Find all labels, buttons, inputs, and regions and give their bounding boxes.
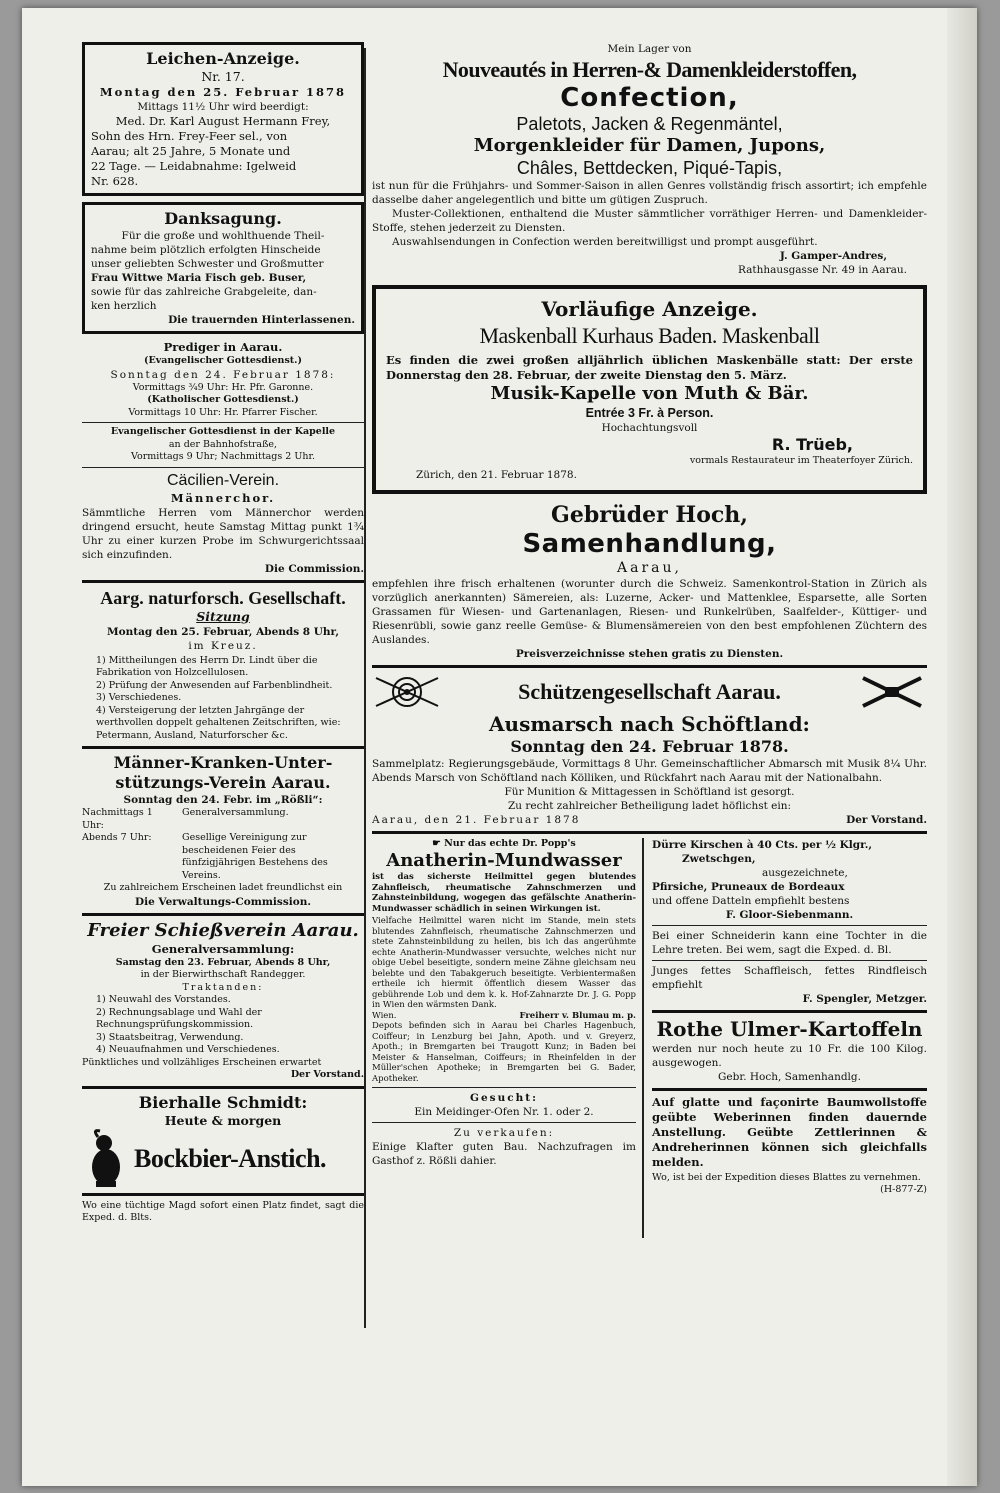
nouv-text-3: Auswahlsendungen in Confection werden bereitwilligst und prompt ausgeführt.	[392, 236, 818, 248]
nouv-title: Nouveautés in Herren-& Damenkleiderstoffen,	[442, 57, 857, 82]
nouv-line-3: Châles, Bettdecken, Piqué-Tapis,	[516, 158, 783, 178]
nouv-text-1: ist nun für die Frühjahrs- und Sommer-Saison in allen Genres vollständig frisch assortirt; ich empfehle dasselbe daher angelegentlich und bitte um gütigen Zuspruch.	[372, 180, 927, 206]
caecilien-sign: Die Commission.	[264, 562, 364, 575]
popp-sign-row	[372, 1011, 636, 1022]
weber-ad	[652, 1095, 927, 1197]
popp-wien: Wien.	[372, 1010, 397, 1021]
masken-greet: Hochachtungsvoll	[601, 422, 698, 434]
gesucht-text: Ein Meidinger-Ofen Nr. 1. oder 2.	[414, 1106, 594, 1118]
preacher-title: Prediger in Aarau.	[163, 340, 283, 354]
nouv-confection: Confection,	[560, 83, 739, 113]
thanks-sign: Die trauernden Hinterlassenen.	[168, 314, 355, 326]
gloor-line-4: Pfirsiche, Pruneaux de Bordeaux	[652, 880, 845, 893]
schuetzen-sub: Ausmarsch nach Schöftland:	[489, 711, 810, 736]
hoch-text: empfehlen ihre frisch erhaltenen (worunter durch die Schweiz. Samenkontrol-Station in Zürich als vorzüglich anerkannten) Sämereien, als: Luzerne, Acker- und Mattenklee, Esparsette, alle Sorten Grassamen für Wiesen- und Gartenanlagen, Riesen- und Runkelrüben, Saalfelder-, Küttiger- und Riesenrübli, sowie ganz reelle Gemüse- & Blumensämereien von den best empfohlenen Züchtern des Auslandes.	[372, 577, 927, 646]
schiess-item-3: 3) Staatsbeitrag, Verwendung.	[96, 1031, 244, 1043]
gloor-line-1: Dürre Kirschen à 40 Cts. per ½ Klgr.,	[652, 838, 873, 851]
kranken-row-1	[82, 807, 364, 832]
ulmer-text: werden nur noch heute zu 10 Fr. die 100 Kilog. ausgewogen.	[652, 1042, 927, 1069]
target-icon	[372, 672, 442, 712]
kranken-event-1: Generalversammlung.	[182, 807, 289, 818]
schiess-sign: Der Vorstand.	[290, 1069, 364, 1080]
ulmer-ad	[652, 1017, 927, 1084]
divider	[82, 746, 364, 749]
masken-entry: Entrée 3 Fr. à Person.	[585, 406, 714, 420]
divider	[372, 831, 927, 834]
hoch-big: Samenhandlung,	[522, 528, 777, 559]
schneider-ad: Bei einer Schneiderin kann eine Tochter in die Lehre treten. Bei wem, sagt die Exped. d. Bl.	[652, 929, 927, 956]
bottom-left	[372, 838, 644, 1238]
naturforsch-title: Aarg. naturforsch. Gesellschaft.	[100, 587, 346, 608]
kranken-date: Sonntag den 24. Febr. im „Rößli“:	[123, 794, 323, 806]
thanks-line-3: unser geliebten Schwester und Großmutter	[91, 258, 324, 270]
divider	[372, 665, 927, 668]
death-date: Montag den 25. Februar 1878	[99, 85, 347, 99]
schiess-item-4: 4) Neuaufnahmen und Verschiedenes.	[96, 1044, 280, 1055]
schuetzen-text-1: Sammelplatz: Regierungsgebäude, Vormittags 8 Uhr. Gemeinschaftlicher Abmarsch mit Musik 8¼ Uhr. Abends Marsch von Schöftland nach Kölliken, und Rückfahrt nach Aarau mit der Nationalbahn.	[372, 757, 927, 784]
thanks-line-1: Für die große und wohlthuende Theil-	[121, 230, 325, 242]
verkauf-text: Einige Klafter guten Bau. Nachzufragen im Gasthof z. Rößli dahier.	[372, 1141, 636, 1167]
preacher-line-1: Vormittags ¾9 Uhr: Hr. Pfr. Garonne.	[132, 381, 314, 393]
popp-pre-text: Nur das echte Dr. Popp's	[444, 837, 576, 849]
death-number: Nr. 17.	[201, 69, 245, 84]
hoch-city: Aarau,	[617, 559, 682, 576]
schuetzen-place: Aarau, den 21. Februar 1878	[372, 813, 581, 826]
schiess-place: in der Bierwirthschaft Randegger.	[140, 969, 306, 980]
popp-title: Anatherin-Mundwasser	[386, 850, 622, 871]
nouv-line-1: Paletots, Jacken & Regenmäntel,	[516, 114, 783, 134]
magd-notice: Wo eine tüchtige Magd sofort einen Platz findet, sagt die Exped. d. Blts.	[82, 1199, 364, 1223]
death-line-2: Sohn des Hrn. Frey-Feer sel., von	[91, 129, 288, 143]
naturforsch-item-2: 2) Prüfung der Anwesenden auf Farbenblindheit.	[96, 679, 333, 691]
popp-text: Vielfache Heilmittel waren nicht im Stande, mein stets blutendes Zahnfleisch, rheumatische Zahnschmerzen und stete Zahnsteinbildung zu heilen, bis ich das angerühmte echte Anatherin-Mundwasser versuchte, welches nicht nur obige Uebel beseitigte, sondern meine Zähne gleichsam neu belebte und den Tabakgeruch beseitigte. Verbientermaßen ertheile ich hiermit öffentlich diesem Wasser das gebührende Lob und dem k. k. Hof-Zahnarzte Dr. J. G. Popp in Wien den wärmsten Dank.	[372, 916, 636, 1010]
schuetzen-text-3: Zu recht zahlreicher Betheiligung ladet höflichst ein:	[507, 799, 792, 812]
schiess-item-1: 1) Neuwahl des Vorstandes.	[96, 994, 231, 1005]
divider	[652, 1088, 927, 1091]
gloor-ad	[652, 838, 927, 922]
thanks-line-5: sowie für das zahlreiche Grabgeleite, dan-	[91, 286, 317, 298]
bier-row	[82, 1129, 364, 1189]
divider	[82, 1193, 364, 1196]
schuetzen-sign: Der Vorstand.	[846, 813, 927, 826]
naturforsch-place: im Kreuz.	[188, 639, 258, 652]
gloor-line-3: ausgezeichnete,	[762, 866, 848, 879]
bottom-split	[372, 838, 927, 1238]
divider	[82, 467, 364, 468]
kranken-title-2: stützungs-Verein Aarau.	[115, 773, 331, 792]
naturforsch-item-3: 3) Verschiedenes.	[96, 692, 182, 703]
ulmer-title: Rothe Ulmer-Kartoffeln	[656, 1016, 923, 1041]
death-notice	[82, 42, 364, 196]
thanks-line-4: Frau Wittwe Maria Fisch geb. Buser,	[91, 272, 307, 284]
death-title: Leichen-Anzeige.	[146, 49, 300, 68]
divider	[82, 1086, 364, 1089]
schiess-date: Samstag den 23. Februar, Abends 8 Uhr,	[115, 956, 331, 968]
thanks-line-2: nahme beim plötzlich erfolgten Hinscheide	[91, 244, 321, 256]
masken-headline: Maskenball Kurhaus Baden. Maskenball	[479, 323, 820, 348]
kranken-row-2	[82, 832, 364, 882]
hoch-title: Gebrüder Hoch,	[551, 501, 748, 528]
left-column	[82, 42, 364, 1342]
gloor-line-5: und offene Datteln empfiehlt bestens	[652, 894, 850, 907]
popp-pre	[372, 838, 636, 851]
popp-bold: ist das sicherste Heilmittel gegen blutendes Zahnfleisch, rheumatische Zahnschmerzen und Zahnsteinbildung, wogegen das gefälschte Anatherin-Mundwasser schädlich in seinen Wirkungen ist.	[372, 872, 636, 914]
spengler-text: Junges fettes Schaffleisch, fettes Rindfleisch empfiehlt	[652, 964, 927, 991]
bier-sub: Heute & morgen	[164, 1112, 282, 1128]
thanks-line-6: ken herzlich	[91, 300, 157, 312]
kranken-title-1: Männer-Kranken-Unter-	[113, 753, 333, 772]
bier-title: Bierhalle Schmidt:	[138, 1092, 308, 1112]
naturforsch-sub: Sitzung	[196, 608, 250, 624]
masken-title: Vorläufige Anzeige.	[541, 297, 758, 321]
schuetzen-text-2: Für Munition & Mittagessen in Schöftland ist gesorgt.	[504, 785, 795, 798]
caecilien-title: Cäcilien-Verein.	[166, 471, 280, 489]
gloor-line-2: Zwetschgen,	[682, 852, 756, 865]
masken-sign: R. Trüeb,	[771, 435, 853, 454]
death-line-5: Nr. 628.	[91, 174, 139, 188]
divider	[82, 913, 364, 916]
spengler-ad	[652, 964, 927, 1006]
popp-depots: Depots befinden sich in Aarau bei Charles Hagenbuch, Coiffeur; in Lenzburg bei Jahn, Apoth. und v. Greyerz, Apoth.; in Bremgarten bei Traugott Kunz; in Baden bei Meister & Hanselman, Coiffeurs; in Rheinfelden in der Müller'schen Apotheke; in Bremgarten bei G. Bader, Apotheker.	[372, 1021, 636, 1084]
maskenball-ad	[372, 285, 927, 494]
schuetzen-ad	[372, 672, 927, 827]
bier-notice	[82, 1093, 364, 1189]
nouv-text-2: Muster-Collektionen, enthaltend die Muster sämmtlicher vorräthiger Herren- und Damenkleider-Stoffe, stehen jederzeit zu Diensten.	[372, 208, 927, 234]
kranken-time-2: Abends 7 Uhr:	[82, 832, 152, 843]
kranken-notice	[82, 753, 364, 909]
nouv-line-2: Morgenkleider für Damen, Jupons,	[473, 135, 826, 156]
nouveautes-ad	[372, 42, 927, 277]
thanks-title: Danksagung.	[164, 209, 282, 228]
divider	[82, 580, 364, 583]
column-divider	[364, 48, 366, 1328]
crossed-rifles-icon	[857, 672, 927, 712]
naturforsch-notice	[82, 587, 364, 743]
bottom-right	[652, 838, 927, 1238]
bier-big: Bockbier-Anstich.	[134, 1143, 327, 1173]
divider	[82, 422, 364, 423]
chapel-line-2: an der Bahnhofstraße,	[168, 438, 278, 450]
kranken-time-1: Nachmittags 1 Uhr:	[82, 807, 153, 831]
schiess-tr: Traktanden:	[182, 981, 264, 993]
schiess-item-2: 2) Rechnungsablage und Wahl der Rechnungsprüfungskommission.	[96, 1006, 262, 1030]
naturforsch-date: Montag den 25. Februar, Abends 8 Uhr,	[107, 625, 339, 638]
schuetzen-date: Sonntag den 24. Februar 1878.	[510, 736, 789, 756]
divider	[652, 1010, 927, 1013]
nouv-sign: J. Gamper-Andres,	[779, 250, 887, 262]
masken-place: Zürich, den 21. Februar 1878.	[416, 468, 577, 481]
schuetzen-title: Schützengesellschaft Aarau.	[518, 679, 781, 704]
weber-small: Wo, ist bei der Expedition dieses Blattes zu vernehmen.	[652, 1171, 921, 1183]
verkauf-title: Zu verkaufen:	[453, 1127, 555, 1139]
divider	[372, 1087, 636, 1088]
weber-code: (H-877-Z)	[880, 1184, 927, 1195]
chapel-line-3: Vormittags 9 Uhr; Nachmittags 2 Uhr.	[131, 451, 315, 462]
nouv-addr: Rathhausgasse Nr. 49 in Aarau.	[738, 264, 907, 276]
caecilien-notice	[82, 471, 364, 576]
ulmer-sign: Gebr. Hoch, Samenhandlg.	[718, 1070, 861, 1083]
preacher-date: Sonntag den 24. Februar 1878:	[110, 368, 336, 381]
schiess-sub: Generalversammlung:	[151, 941, 295, 956]
kranken-sign: Die Verwaltungs-Commission.	[134, 895, 312, 908]
masken-text: Es finden die zwei großen alljährlich üblichen Maskenbälle statt: Der erste Donnerstag den 28. Februar, der zweite Dienstag den 5. März.	[386, 353, 913, 382]
preacher-sub-2: (Katholischer Gottesdienst.)	[147, 394, 299, 405]
naturforsch-item-4: 4) Versteigerung der letzten Jahrgänge der werthvollen doppelt gehaltenen Zeitschriften, wie: Petermann, Ausland, Naturforscher &c.	[96, 704, 341, 741]
thanks-notice	[82, 202, 364, 334]
popp-freiherr: Freiherr v. Blumau m. p.	[519, 1010, 636, 1021]
schiess-title: Freier Schießverein Aarau.	[87, 919, 359, 941]
goat-icon	[82, 1129, 130, 1189]
kranken-event-2: Gesellige Vereinigung zur bescheidenen Feier des fünfzigjährigen Bestehens des Vereins.	[182, 832, 328, 881]
schuetzen-header	[372, 672, 927, 712]
hoch-price: Preisverzeichnisse stehen gratis zu Diensten.	[515, 647, 784, 660]
right-column	[372, 42, 927, 1342]
page-edge	[947, 8, 977, 1486]
death-line-3: Aarau; alt 25 Jahre, 5 Monate und	[91, 144, 291, 158]
masken-former: vormals Restaurateur im Theaterfoyer Zürich.	[689, 455, 913, 466]
pointing-hand-icon: ☛	[432, 837, 445, 849]
gloor-sign: F. Gloor-Siebenmann.	[725, 908, 854, 921]
gesucht-title: Gesucht:	[470, 1092, 538, 1104]
chapel-line-1: Evangelischer Gottesdienst in der Kapelle	[110, 426, 336, 437]
weber-text: Auf glatte und façonirte Baumwollstoffe geübte Weberinnen finden dauernde Anstellung. Geübte Zettlerinnen & Andreherinnen können sich gleichfalls melden.	[652, 1094, 927, 1169]
schuetzen-footer	[372, 813, 927, 827]
preacher-line-2: Vormittags 10 Uhr: Hr. Pfarrer Fischer.	[128, 406, 318, 418]
newspaper-page	[22, 8, 977, 1486]
naturforsch-item-1: 1) Mittheilungen des Herrn Dr. Lindt über die Fabrikation von Holzcellulosen.	[96, 654, 318, 678]
caecilien-sub: Männerchor.	[170, 490, 276, 505]
death-time: Mittags 11½ Uhr wird beerdigt:	[137, 101, 309, 113]
schiess-text: Pünktliches und vollzähliges Erscheinen erwartet	[82, 1056, 322, 1068]
masken-music: Musik-Kapelle von Muth & Bär.	[490, 383, 809, 404]
death-line-4: 22 Tage. — Leidabnahme: Igelweid	[91, 159, 297, 173]
preacher-sub-1: (Evangelischer Gottesdienst.)	[144, 355, 302, 366]
caecilien-text: Sämmtliche Herren vom Männerchor werden dringend ersucht, heute Samstag Mittag punkt 1¾ Uhr zu einer kurzen Probe im Schwurgerichtssaal sich einzufinden.	[82, 506, 364, 561]
divider	[372, 1122, 636, 1123]
death-line-1: Med. Dr. Karl August Hermann Frey,	[115, 114, 331, 128]
kranken-text: Zu zahlreichem Erscheinen ladet freundlichst ein	[103, 882, 343, 893]
divider	[652, 925, 927, 926]
chapel-notice	[82, 426, 364, 464]
hoch-ad	[372, 502, 927, 661]
schiess-notice	[82, 920, 364, 1082]
divider	[652, 960, 927, 961]
spengler-sign: F. Spengler, Metzger.	[802, 992, 927, 1005]
preacher-notice	[82, 340, 364, 419]
nouv-pre: Mein Lager von	[607, 43, 692, 55]
